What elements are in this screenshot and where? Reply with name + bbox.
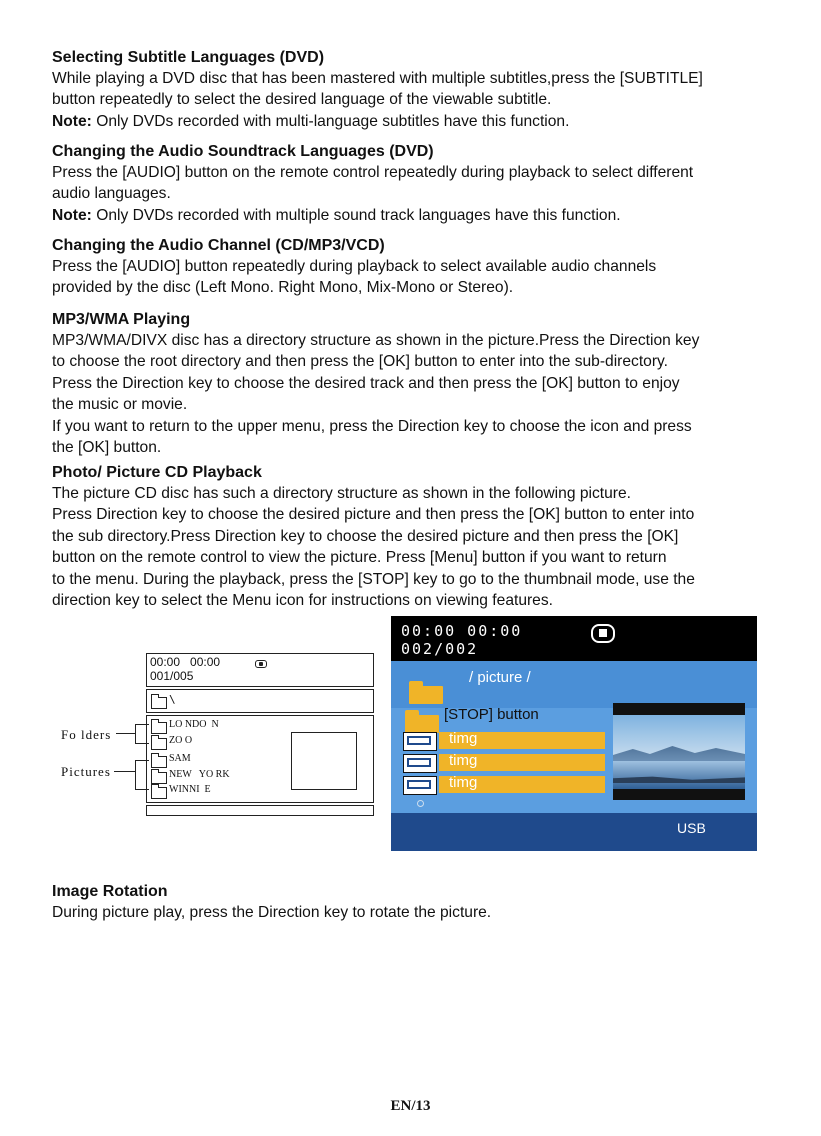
- paragraph-line: Press Direction key to choose the desired picture and then press the [OK] button to enter into: [52, 506, 695, 524]
- connector-line: [135, 789, 149, 790]
- connector-line: [135, 724, 136, 744]
- paragraph-line: During picture play, press the Direction key to rotate the picture.: [52, 904, 492, 921]
- paragraph-line: While playing a DVD disc that has been mastered with multiple subtitles,press the [SUBTITLE]: [52, 70, 703, 87]
- diagram-root: \: [169, 693, 176, 706]
- picture-icon: [403, 776, 437, 795]
- list-item-label[interactable]: timg: [449, 730, 478, 747]
- note-label: Note:: [52, 112, 92, 130]
- diagram-count: 001/005: [150, 669, 194, 683]
- section-audio-soundtrack: [52, 142, 780, 226]
- folders-label: Fo lders: [61, 727, 112, 742]
- paragraph-line: Press the Direction key to choose the desired track and then press the [OK] button to enjoy: [52, 374, 680, 392]
- folder-icon: [409, 686, 443, 704]
- picture-icon: [151, 772, 167, 784]
- diagram-item: LO NDO N: [169, 719, 219, 730]
- diagram-time: 00:00 00:00: [150, 655, 221, 669]
- paragraph-line: Press the [AUDIO] button repeatedly during playback to select available audio channels: [52, 258, 657, 275]
- pictures-label: Pictures: [61, 764, 111, 779]
- player-bottom-bar: [391, 813, 757, 851]
- paragraph-line: the music or movie.: [52, 396, 188, 414]
- diagram-progress-bar: [146, 805, 374, 816]
- preview-lake: [613, 761, 745, 789]
- section-heading: Photo/ Picture CD Playback: [52, 464, 262, 481]
- player-path: / picture /: [469, 669, 531, 686]
- connector-line: [135, 743, 149, 744]
- folder-icon: [151, 697, 167, 709]
- section-heading: Changing the Audio Channel (CD/MP3/VCD): [52, 237, 385, 254]
- player-path-bar: [391, 661, 757, 708]
- section-heading: Image Rotation: [52, 883, 168, 900]
- stop-icon: [255, 660, 267, 668]
- paragraph-line: The picture CD disc has such a directory structure as shown in the following picture.: [52, 485, 631, 502]
- diagram-item: SAM: [169, 753, 191, 764]
- note-text: Only DVDs recorded with multi-language subtitles have this function.: [91, 112, 570, 130]
- paragraph-line: audio languages.: [52, 185, 171, 203]
- diagram-item: NEW YO RK: [169, 769, 230, 780]
- note: [52, 205, 780, 226]
- connector-line: [135, 724, 149, 725]
- section-subtitle-languages: [52, 48, 780, 132]
- paragraph-line: button on the remote control to view the picture. Press [Menu] button if you want to return: [52, 549, 667, 567]
- picture-icon: [403, 732, 437, 751]
- scroll-indicator-icon: [417, 800, 424, 807]
- connector-line: [135, 760, 136, 790]
- source-label: USB: [677, 820, 706, 836]
- stop-icon: [591, 624, 615, 643]
- section-mp3-wma: [52, 310, 780, 458]
- connector-line: [114, 771, 136, 772]
- note: [52, 111, 780, 132]
- section-image-rotation: [52, 882, 780, 923]
- player-time: 00:00 00:00: [401, 622, 523, 640]
- connector-line: [116, 733, 136, 734]
- diagram-item: WINNI E: [169, 784, 211, 795]
- note-text: Only DVDs recorded with multiple sound track languages have this function.: [91, 206, 621, 224]
- section-heading: Changing the Audio Soundtrack Languages (DVD): [52, 143, 434, 160]
- picture-icon: [151, 756, 167, 768]
- diagram-item: ZO O: [169, 735, 193, 746]
- folder-icon: [405, 715, 439, 733]
- preview-frame: [291, 732, 357, 790]
- picture-icon: [151, 787, 167, 799]
- paragraph-line: the sub directory.Press Direction key to choose the desired picture and then press the [OK]: [52, 527, 679, 545]
- player-status-bar: [391, 616, 757, 661]
- paragraph-line: button repeatedly to select the desired language of the viewable subtitle.: [52, 91, 552, 109]
- section-heading: MP3/WMA Playing: [52, 311, 191, 328]
- connector-line: [135, 760, 149, 761]
- diagram-list-box: [146, 715, 374, 803]
- section-heading: Selecting Subtitle Languages (DVD): [52, 49, 325, 66]
- folder-icon: [151, 722, 167, 734]
- note-label: Note:: [52, 206, 92, 224]
- paragraph-line: the [OK] button.: [52, 439, 162, 457]
- player-screenshot: [391, 616, 757, 851]
- list-item-label[interactable]: timg: [449, 752, 478, 769]
- section-audio-channel: [52, 236, 780, 299]
- page-number: EN/13: [390, 1098, 431, 1114]
- paragraph-line: to the menu. During the playback, press the [STOP] key to go to the thumbnail mode, use the: [52, 570, 695, 588]
- paragraph-line: provided by the disc (Left Mono. Right Mono, Mix-Mono or Stereo).: [52, 279, 514, 297]
- picture-icon: [403, 754, 437, 773]
- paragraph-line: Press the [AUDIO] button on the remote control repeatedly during playback to select different: [52, 164, 694, 181]
- paragraph-line: direction key to select the Menu icon for instructions on viewing features.: [52, 592, 553, 610]
- paragraph-line: MP3/WMA/DIVX disc has a directory structure as shown in the picture.Press the Direction key: [52, 332, 700, 349]
- paragraph-line: to choose the root directory and then press the [OK] button to enter into the sub-directory.: [52, 353, 669, 371]
- picture-preview: [613, 703, 745, 800]
- folder-icon: [151, 738, 167, 750]
- paragraph-line: If you want to return to the upper menu, press the Direction key to choose the icon and press: [52, 417, 692, 435]
- section-picture-cd: [52, 463, 780, 611]
- player-count: 002/002: [401, 640, 479, 658]
- list-item-label[interactable]: timg: [449, 774, 478, 791]
- diagram-status-box: [146, 653, 374, 687]
- diagram-path-box: [146, 689, 374, 713]
- list-item-label[interactable]: [STOP] button: [444, 706, 539, 723]
